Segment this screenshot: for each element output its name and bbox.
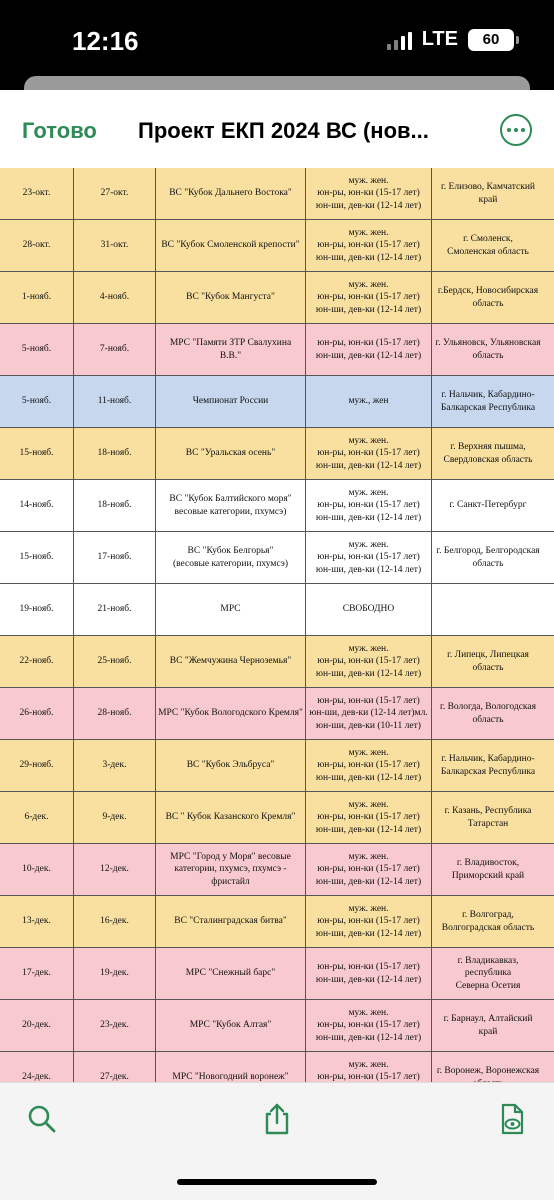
cell-end-date[interactable] xyxy=(74,532,156,583)
search-button[interactable] xyxy=(22,1099,62,1139)
cell-end-date[interactable] xyxy=(74,324,156,375)
cell-event-text: МРС "Памяти ЗТР Свалухина В.В." xyxy=(169,338,292,361)
cell-event-text: ВС "Кубок Белгорья" (весовые категории, пхумсэ) xyxy=(172,546,289,569)
cell-start-date-text: 26-нояб. xyxy=(19,708,54,719)
cell-start-date-text: 20-дек. xyxy=(22,1020,51,1031)
cell-start-date-text: 23-окт. xyxy=(22,188,51,199)
cell-participants[interactable] xyxy=(306,896,432,947)
home-indicator xyxy=(177,1179,377,1185)
cell-participants-text: муж. жен. юн-ры, юн-ки (15-17 лет) юн-ши, дев-ки (12-14 лет) xyxy=(315,903,422,939)
cell-location-text: г. Нальчик, Кабардино- Балкарская Республика xyxy=(440,390,536,413)
table-row[interactable] xyxy=(0,896,554,948)
cell-location[interactable] xyxy=(432,220,544,271)
cell-end-date[interactable] xyxy=(74,1000,156,1051)
cell-start-date-text: 24-дек. xyxy=(22,1072,51,1083)
cell-start-date[interactable] xyxy=(0,844,74,895)
network-type: LTE xyxy=(421,28,458,50)
cell-participants[interactable] xyxy=(306,948,432,999)
cell-participants[interactable] xyxy=(306,324,432,375)
cell-participants-text: юн-ры, юн-ки (15-17 лет) юн-ши, дев-ки (12-14 лет)мл. юн-ши, дев-ки (10-11 лет) xyxy=(309,695,428,731)
cell-participants-text: муж. жен. юн-ры, юн-ки (15-17 лет) юн-ши, дев-ки (12-14 лет) xyxy=(315,1007,422,1043)
cell-end-date[interactable] xyxy=(74,220,156,271)
cell-location[interactable] xyxy=(432,636,544,687)
cell-event[interactable] xyxy=(156,896,306,947)
cell-event[interactable] xyxy=(156,792,306,843)
cell-start-date[interactable] xyxy=(0,168,74,219)
cell-start-date-text: 15-нояб. xyxy=(19,448,54,459)
table-row[interactable] xyxy=(0,272,554,324)
cell-end-date[interactable] xyxy=(74,480,156,531)
cell-event[interactable] xyxy=(156,844,306,895)
cell-participants[interactable] xyxy=(306,532,432,583)
cell-location[interactable] xyxy=(432,740,544,791)
cell-location[interactable] xyxy=(432,428,544,479)
cell-participants[interactable] xyxy=(306,584,432,635)
cell-end-date[interactable] xyxy=(74,272,156,323)
cell-event-text: МРС "Кубок Алтая" xyxy=(189,1020,272,1031)
cell-location[interactable] xyxy=(432,168,544,219)
cell-location[interactable] xyxy=(432,480,544,531)
cell-end-date[interactable] xyxy=(74,376,156,427)
table-row[interactable] xyxy=(0,740,554,792)
cell-participants-text: муж. жен. юн-ры, юн-ки (15-17 лет) юн-ши, дев-ки (12-14 лет) xyxy=(315,747,422,783)
cell-event[interactable] xyxy=(156,532,306,583)
cell-start-date-text: 28-окт. xyxy=(22,240,51,251)
cell-start-date[interactable] xyxy=(0,1000,74,1051)
cell-location-text: г.Бердск, Новосибирская область xyxy=(437,286,539,309)
cell-event-text: ВС "Кубок Эльбруса" xyxy=(186,760,275,771)
cell-start-date-text: 6-дек. xyxy=(24,812,49,823)
cell-location[interactable] xyxy=(432,792,544,843)
table-row[interactable] xyxy=(0,1000,554,1052)
cell-start-date-text: 15-нояб. xyxy=(19,552,54,563)
cell-start-date[interactable] xyxy=(0,948,74,999)
signal-icon xyxy=(387,30,412,50)
cell-event[interactable] xyxy=(156,636,306,687)
cell-participants-text: муж. жен. юн-ры, юн-ки (15-17 лет) юн-ши, дев-ки (12-14 лет) xyxy=(315,799,422,835)
cell-participants-text: муж. жен. юн-ры, юн-ки (15-17 лет) юн-ши, дев-ки (12-14 лет) xyxy=(315,851,422,887)
cell-start-date-text: 19-нояб. xyxy=(19,604,54,615)
cell-start-date[interactable] xyxy=(0,532,74,583)
cell-participants-text: муж. жен. юн-ры, юн-ки (15-17 лет) юн-ши, дев-ки (12-14 лет) xyxy=(315,487,422,523)
cell-start-date[interactable] xyxy=(0,376,74,427)
cell-start-date[interactable] xyxy=(0,688,74,739)
cell-end-date-text: 28-нояб. xyxy=(97,708,132,719)
table-row[interactable] xyxy=(0,844,554,896)
cell-location[interactable] xyxy=(432,272,544,323)
cell-event[interactable] xyxy=(156,324,306,375)
battery-icon xyxy=(468,29,514,51)
cell-location[interactable] xyxy=(432,1000,544,1051)
cell-start-date-text: 10-дек. xyxy=(22,864,51,875)
cell-event-text: ВС "Кубок Мангуста" xyxy=(186,292,275,303)
cell-end-date-text: 18-нояб. xyxy=(97,448,132,459)
cell-participants[interactable] xyxy=(306,272,432,323)
cell-end-date[interactable] xyxy=(74,896,156,947)
cell-participants-text: СВОБОДНО xyxy=(342,604,395,615)
cell-location-text: г. Белгород, Белгородская область xyxy=(436,546,540,569)
table-row[interactable] xyxy=(0,168,554,220)
cell-event[interactable] xyxy=(156,948,306,999)
table-row[interactable] xyxy=(0,480,554,532)
cell-participants[interactable] xyxy=(306,376,432,427)
cell-start-date-text: 14-нояб. xyxy=(19,500,54,511)
cell-location-text: г. Ульяновск, Ульяновская область xyxy=(435,338,541,361)
cell-event-text: ВС "Уральская осень" xyxy=(185,448,276,459)
cell-end-date-text: 25-нояб. xyxy=(97,656,132,667)
cell-end-date-text: 16-дек. xyxy=(100,916,129,927)
cell-end-date-text: 18-нояб. xyxy=(97,500,132,511)
table-row[interactable] xyxy=(0,324,554,376)
more-dot-icon xyxy=(514,128,518,132)
cell-end-date[interactable] xyxy=(74,428,156,479)
cell-participants[interactable] xyxy=(306,220,432,271)
cell-event-text: МРС "Новогодний воронеж" xyxy=(172,1072,289,1083)
document-sheet xyxy=(0,90,554,1200)
cell-location[interactable] xyxy=(432,376,544,427)
cell-location-text: г. Казань, Республика Татарстан xyxy=(444,806,532,829)
cell-location[interactable] xyxy=(432,948,544,999)
cell-participants[interactable] xyxy=(306,792,432,843)
cell-location-text: г. Владивосток, Приморский край xyxy=(451,858,525,881)
cell-participants-text: муж. жен. юн-ры, юн-ки (15-17 лет) юн-ши, дев-ки (12-14 лет) xyxy=(315,279,422,315)
table-row[interactable] xyxy=(0,688,554,740)
cell-end-date[interactable] xyxy=(74,688,156,739)
cell-location-text: г. Воронеж, Воронежская xyxy=(436,1066,540,1077)
table-row[interactable] xyxy=(0,948,554,1000)
cell-end-date[interactable] xyxy=(74,740,156,791)
cell-location[interactable] xyxy=(432,688,544,739)
cell-participants[interactable] xyxy=(306,428,432,479)
cell-participants-text: муж. жен. юн-ры, юн-ки (15-17 лет) xyxy=(317,1059,420,1083)
cell-participants[interactable] xyxy=(306,844,432,895)
cell-location[interactable] xyxy=(432,584,544,635)
cell-participants-text: муж. жен. юн-ры, юн-ки (15-17 лет) юн-ши, дев-ки (12-14 лет) xyxy=(315,175,422,211)
cell-end-date[interactable] xyxy=(74,584,156,635)
cell-event[interactable] xyxy=(156,688,306,739)
cell-end-date-text: 27-окт. xyxy=(100,188,129,199)
cell-location-text: г. Нальчик, Кабардино- Балкарская Республика xyxy=(440,754,536,777)
table-row[interactable] xyxy=(0,584,554,636)
cell-event[interactable] xyxy=(156,480,306,531)
cell-end-date-text: 7-нояб. xyxy=(99,344,130,355)
cell-event[interactable] xyxy=(156,1000,306,1051)
cell-end-date-text: 4-нояб. xyxy=(99,292,130,303)
preview-button[interactable] xyxy=(492,1099,532,1139)
cell-participants-text: муж., жен xyxy=(348,396,389,407)
cell-start-date[interactable] xyxy=(0,792,74,843)
cell-end-date-text: 12-дек. xyxy=(100,864,129,875)
cell-location-text: г. Липецк, Липецкая область xyxy=(447,650,529,673)
search-icon xyxy=(27,1104,57,1134)
cell-location[interactable] xyxy=(432,844,544,895)
status-indicators xyxy=(387,28,514,51)
cell-end-date[interactable] xyxy=(74,636,156,687)
cell-location-text: г. Владикавказ, республика Северна Осетия xyxy=(455,955,521,991)
cell-event-text: МРС "Город у Моря" весовые категории, пхумсэ, пхумсэ - фристайл xyxy=(170,851,291,887)
cell-end-date-text: 23-дек. xyxy=(100,1020,129,1031)
cell-end-date-text: 11-нояб. xyxy=(97,396,132,407)
cell-event[interactable] xyxy=(156,220,306,271)
cell-event-text: МРС "Кубок Вологодского Кремля" xyxy=(158,708,303,719)
cell-event[interactable] xyxy=(156,584,306,635)
table-row[interactable] xyxy=(0,220,554,272)
cell-participants-text: муж. жен. юн-ры, юн-ки (15-17 лет) юн-ши, дев-ки (12-14 лет) xyxy=(315,435,422,471)
cell-start-date-text: 5-нояб. xyxy=(21,396,52,407)
cell-end-date-text: 3-дек. xyxy=(102,760,127,771)
cell-start-date[interactable] xyxy=(0,324,74,375)
bottom-toolbar xyxy=(0,1082,554,1200)
cell-participants-text: юн-ры, юн-ки (15-17 лет) юн-ши, дев-ки (12-14 лет) xyxy=(315,338,422,361)
cell-start-date-text: 22-нояб. xyxy=(19,656,54,667)
cell-event-text: ВС "Сталинградская битва" xyxy=(174,916,287,927)
cell-event[interactable] xyxy=(156,740,306,791)
table-row[interactable] xyxy=(0,636,554,688)
cell-location-text: г. Елизово, Камчатский край xyxy=(440,182,536,205)
cell-start-date[interactable] xyxy=(0,896,74,947)
cell-event-text: ВС "Кубок Дальнего Востока" xyxy=(169,188,292,199)
cell-end-date[interactable] xyxy=(74,844,156,895)
cell-start-date-text: 5-нояб. xyxy=(21,344,52,355)
cell-end-date-text: 17-нояб. xyxy=(97,552,132,563)
more-dot-icon xyxy=(507,128,511,132)
document-title: Проект ЕКП 2024 ВС (нов... xyxy=(138,118,429,143)
cell-start-date[interactable] xyxy=(0,480,74,531)
cell-participants[interactable] xyxy=(306,480,432,531)
cell-end-date-text: 19-дек. xyxy=(100,968,129,979)
cell-participants[interactable] xyxy=(306,740,432,791)
cell-participants-text: юн-ры, юн-ки (15-17 лет) юн-ши, дев-ки (12-14 лет) xyxy=(315,962,422,985)
more-options-button[interactable] xyxy=(500,114,532,146)
cell-event[interactable] xyxy=(156,428,306,479)
cell-end-date-text: 21-нояб. xyxy=(97,604,132,615)
cell-location-text: г. Санкт-Петербург xyxy=(449,500,527,511)
cell-event-text: МРС xyxy=(220,604,241,615)
cell-end-date-text: 9-дек. xyxy=(102,812,127,823)
cell-start-date[interactable] xyxy=(0,272,74,323)
cell-participants[interactable] xyxy=(306,688,432,739)
table-row[interactable] xyxy=(0,532,554,584)
cell-event-text: ВС "Жемчужина Черноземья" xyxy=(169,656,292,667)
cell-location-text: г. Верхняя пышма, Свердловская область xyxy=(443,442,533,465)
cell-location[interactable] xyxy=(432,324,544,375)
cell-event-text: ВС " Кубок Казанского Кремля" xyxy=(165,812,296,823)
cell-event[interactable] xyxy=(156,272,306,323)
share-button[interactable] xyxy=(257,1099,297,1139)
done-button[interactable]: Готово xyxy=(22,118,97,143)
cell-start-date[interactable] xyxy=(0,740,74,791)
nav-bar xyxy=(0,90,554,170)
cell-event-text: Чемпионат России xyxy=(192,396,269,407)
cell-start-date[interactable] xyxy=(0,428,74,479)
cell-event-text: ВС "Кубок Смоленской крепости" xyxy=(161,240,300,251)
cell-participants-text: муж. жен. юн-ры, юн-ки (15-17 лет) юн-ши, дев-ки (12-14 лет) xyxy=(315,539,422,575)
status-time: 12:16 xyxy=(72,26,139,56)
cell-event-text: МРС "Снежный барс" xyxy=(185,968,276,979)
cell-start-date-text: 13-дек. xyxy=(22,916,51,927)
cell-start-date-text: 29-нояб. xyxy=(19,760,54,771)
cell-location[interactable] xyxy=(432,532,544,583)
cell-location-text: г. Вологда, Вологодская область xyxy=(440,702,536,725)
share-icon xyxy=(262,1102,292,1136)
table-row[interactable] xyxy=(0,428,554,480)
more-dot-icon xyxy=(521,128,525,132)
spreadsheet-table[interactable] xyxy=(0,170,554,1082)
cell-end-date[interactable] xyxy=(74,792,156,843)
cell-end-date-text: 31-окт. xyxy=(100,240,129,251)
battery-level: 60 xyxy=(482,31,500,48)
status-bar xyxy=(0,0,554,80)
cell-event-text: ВС "Кубок Балтийского моря" весовые категории, пхумсэ) xyxy=(169,494,292,517)
cell-start-date[interactable] xyxy=(0,584,74,635)
cell-event[interactable] xyxy=(156,168,306,219)
cell-start-date[interactable] xyxy=(0,220,74,271)
cell-participants[interactable] xyxy=(306,1000,432,1051)
cell-start-date-text: 1-нояб. xyxy=(21,292,52,303)
cell-event[interactable] xyxy=(156,376,306,427)
cell-participants-text: муж. жен. юн-ры, юн-ки (15-17 лет) юн-ши, дев-ки (12-14 лет) xyxy=(315,227,422,263)
cell-participants[interactable] xyxy=(306,636,432,687)
cell-end-date[interactable] xyxy=(74,948,156,999)
cell-end-date-text: 27-дек. xyxy=(100,1072,129,1083)
cell-end-date[interactable] xyxy=(74,168,156,219)
table-row[interactable] xyxy=(0,792,554,844)
cell-start-date[interactable] xyxy=(0,636,74,687)
cell-location-text: г. Волгоград, Волгоградская область xyxy=(441,910,535,933)
cell-location[interactable] xyxy=(432,896,544,947)
cell-start-date-text: 17-дек. xyxy=(22,968,51,979)
cell-location-text: г. Барнаул, Алтайский край xyxy=(443,1014,533,1037)
cell-participants-text: муж. жен. юн-ры, юн-ки (15-17 лет) юн-ши, дев-ки (12-14 лет) xyxy=(315,643,422,679)
cell-participants[interactable] xyxy=(306,168,432,219)
document-preview-icon xyxy=(497,1102,527,1136)
table-row[interactable] xyxy=(0,376,554,428)
cell-location-text: г. Смоленск, Смоленская область xyxy=(447,234,529,257)
